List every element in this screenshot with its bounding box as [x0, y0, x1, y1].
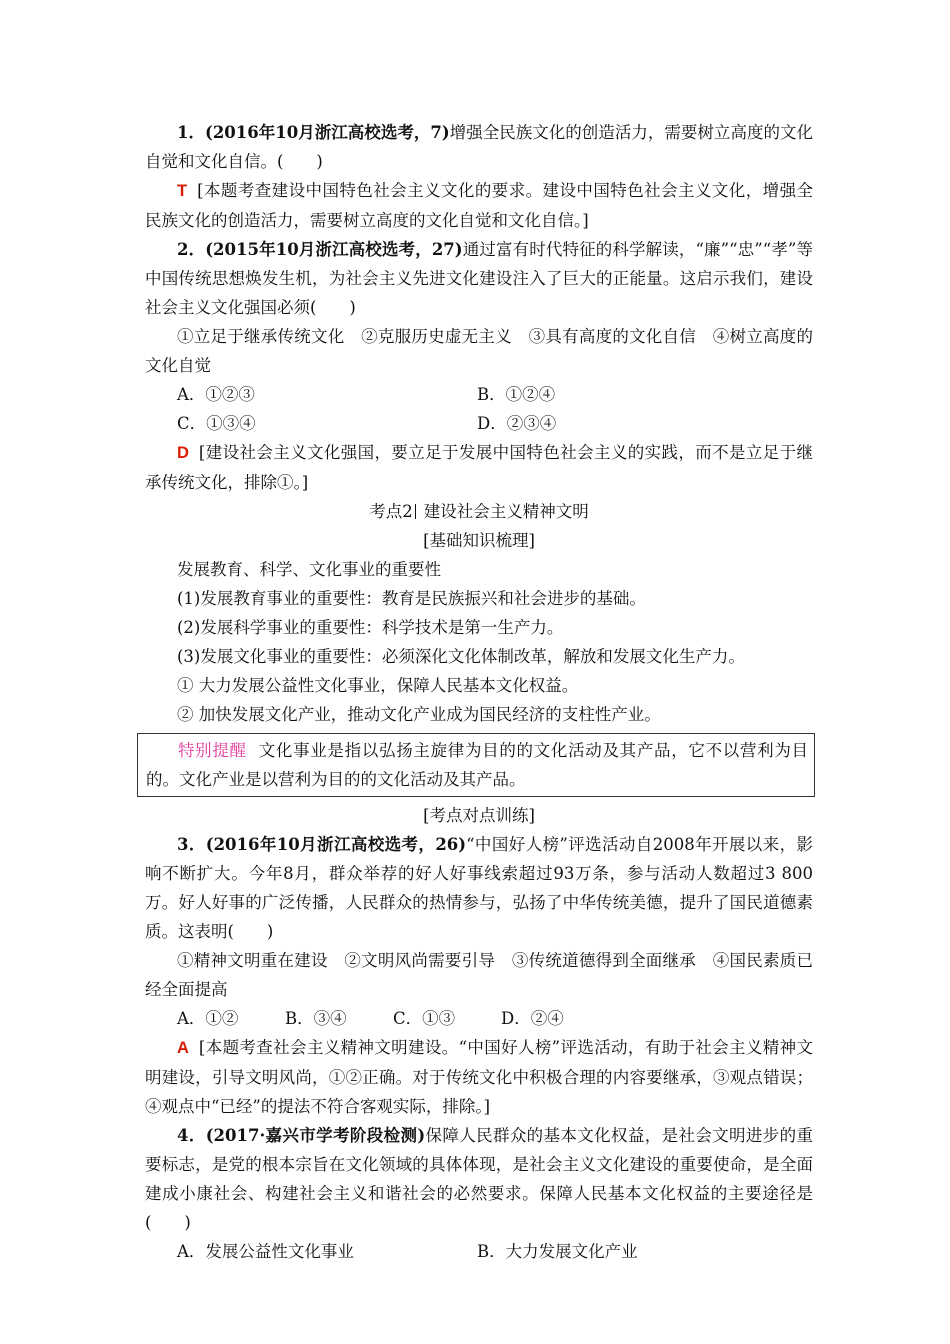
question-1-source: 1．(2016年10月浙江高校选考，7) — [177, 123, 450, 142]
answer-2 — [145, 438, 813, 497]
special-note-tag: 特别提醒 — [178, 741, 247, 760]
knowledge-heading: 发展教育、科学、文化事业的重要性 — [177, 560, 441, 579]
answer-1-explain: [本题考查建设中国特色社会主义文化的要求。建设中国特色社会主义文化，增强全民族文化的创造活力，需要树立高度的文化自觉和文化自信。] — [145, 181, 813, 230]
question-4 — [145, 1121, 813, 1237]
section-title: 建设社会主义精神文明 — [423, 502, 589, 521]
option-a: A．①② — [177, 1009, 239, 1028]
question-1 — [145, 118, 813, 176]
answer-1 — [145, 176, 813, 235]
special-note-text: 文化事业是指以弘扬主旋律为目的的文化活动及其产品，它不以营利为目的。文化产业是以营利为目的的文化活动及其产品。 — [146, 741, 809, 789]
option-d: D．②③④ — [477, 414, 557, 433]
section-label: 考点2 — [369, 502, 413, 521]
question-1-text: 增强全民族文化的创造活力，需要树立高度的文化自觉和文化自信。( ) — [145, 123, 814, 171]
knowledge-item-2: (2)发展科学事业的重要性：科学技术是第一生产力。 — [177, 618, 564, 637]
option-b: B．大力发展文化产业 — [477, 1242, 638, 1261]
question-3-source: 3．(2016年10月浙江高校选考，26) — [177, 835, 467, 854]
option-c: C．①③ — [393, 1009, 456, 1028]
answer-1-key: T — [177, 182, 188, 200]
knowledge-item-3: (3)发展文化事业的重要性：必须深化文化体制改革，解放和发展文化生产力。 — [177, 647, 745, 666]
question-3 — [145, 830, 813, 946]
option-d: D．②④ — [501, 1009, 564, 1028]
answer-2-explain: [建设社会主义文化强国，要立足于发展中国特色社会主义的实践，而不是立足于继承传统文化，排除①。] — [145, 443, 813, 492]
question-2-source: 2．(2015年10月浙江高校选考，27) — [177, 240, 463, 259]
option-a: A．发展公益性文化事业 — [177, 1242, 354, 1261]
question-2-options-row-2 — [145, 409, 813, 438]
question-4-text: 保障人民群众的基本文化权益，是社会文明进步的重要标志，是党的根本宗旨在文化领域的具体体现，是社会主义文化建设的重要使命，是全面建成小康社会、构建社会主义和谐社会的必然要求。保障人民基本文化权益的主要途径是( ) — [145, 1126, 814, 1232]
question-4-options — [145, 1237, 813, 1266]
option-a: A．①②③ — [177, 385, 255, 404]
option-b: B．①②④ — [477, 385, 556, 404]
question-2 — [145, 235, 813, 322]
knowledge-item-4: ① 大力发展公益性文化事业，保障人民基本文化权益。 — [177, 676, 579, 695]
question-4-source: 4．(2017·嘉兴市学考阶段检测) — [177, 1126, 426, 1145]
answer-3-key: A — [177, 1039, 189, 1057]
option-b: B．③④ — [285, 1009, 347, 1028]
section-subtitle: [基础知识梳理] — [423, 531, 535, 550]
option-c: C．①③④ — [177, 414, 256, 433]
answer-2-key: D — [177, 444, 189, 462]
section-heading — [145, 497, 813, 526]
question-2-options-row-1 — [145, 380, 813, 409]
knowledge-item-5: ② 加快发展文化产业，推动文化产业成为国民经济的支柱性产业。 — [177, 705, 661, 724]
special-note-box — [137, 733, 815, 797]
answer-3 — [145, 1033, 813, 1121]
training-title: [考点对点训练] — [423, 806, 535, 825]
special-note — [146, 736, 808, 794]
question-2-items: ①立足于继承传统文化 ②克服历史虚无主义 ③具有高度的文化自信 ④树立高度的文化自觉 — [145, 327, 813, 375]
answer-3-explain: [本题考查社会主义精神文明建设。“中国好人榜”评选活动，有助于社会主义精神文明建设，引导文明风尚，①②正确。对于传统文化中积极合理的内容要继承，③观点错误；④观点中“已经”的提法不符合客观实际，排除。] — [145, 1038, 813, 1116]
knowledge-item-1: (1)发展教育事业的重要性：教育是民族振兴和社会进步的基础。 — [177, 589, 646, 608]
document-page — [145, 118, 813, 1266]
section-divider — [415, 504, 416, 519]
question-3-items: ①精神文明重在建设 ②文明风尚需要引导 ③传统道德得到全面继承 ④国民素质已经全面提高 — [145, 951, 813, 999]
question-2-text: 通过富有时代特征的科学解读，“廉”“忠”“孝”等中国传统思想焕发生机，为社会主义先进文化建设注入了巨大的正能量。这启示我们，建设社会主义文化强国必须( ) — [145, 240, 813, 317]
question-3-text: “中国好人榜”评选活动自2008年开展以来，影响不断扩大。今年8月，群众举荐的好人好事线索超过93万条，参与活动人数超过3 800万。好人好事的广泛传播，人民群众的热情参与，弘扬了中华传统美德，提升了国民道德素质。这表明( ) — [145, 835, 813, 941]
question-3-options — [145, 1004, 813, 1033]
